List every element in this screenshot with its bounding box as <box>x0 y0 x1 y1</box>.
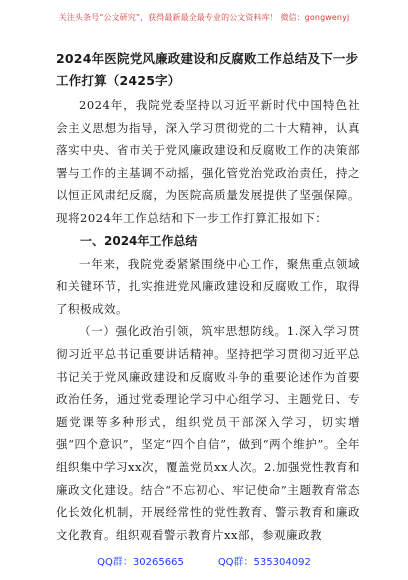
top-banner: 关注头条号“公文研究”，获得最新最全最专业的公文资料库！ 微信：gongwenyj <box>58 13 350 22</box>
intro-paragraph: 2024年，我院党委坚持以习近平新时代中国特色社会主义思想为指导，深入学习贯彻党的二十大精神，认真落实中央、省市关于党风廉政建设和反腐败工作的决策部署与工作的主基调不动摇，强化管党治党政治责任，持之以恒正风肃纪反腐，为医院高质量发展提供了坚强保障。现将2024年工作总结和下一步工作打算汇报如下： <box>56 98 360 225</box>
document-body <box>56 48 360 546</box>
section-intro-paragraph: 一年来，我院党委紧紧围绕中心工作，聚焦重点领域和关键环节，扎实推进党风廉政建设和反腐败工作，取得了积极成效。 <box>56 256 360 316</box>
section-item-paragraph: （一）强化政治引领，筑牢思想防线。1.深入学习贯彻习近平总书记重要讲话精神。坚持把学习贯彻习近平总书记关于党风廉政建设和反腐败斗争的重要论述作为首要政治任务，通过党委理论学习中心组学习、主题党日、专题党课等多种形式，组织党员干部深入学习，切实增强“四个意识”，坚定“四个自信”，做到“两个维护”。全年组织集中学习xx次，覆盖党员xx人次。2.加强党性教育和廉政文化建设。结合“不忘初心、牢记使命”主题教育常态化长效化机制，开展经常性的党性教育、警示教育和廉政文化教育。组织观看警示教育片xx部，参观廉政教 <box>56 324 360 542</box>
footer-qq-group-1: QQ群：30265665 <box>97 557 184 568</box>
footer <box>0 553 408 568</box>
footer-qq-group-2: QQ群：535304092 <box>217 557 311 568</box>
document-title: 2024年医院党风廉政建设和反腐败工作总结及下一步工作打算（2425字） <box>56 51 359 88</box>
section-heading-summary: 一、2024年工作总结 <box>80 233 198 248</box>
